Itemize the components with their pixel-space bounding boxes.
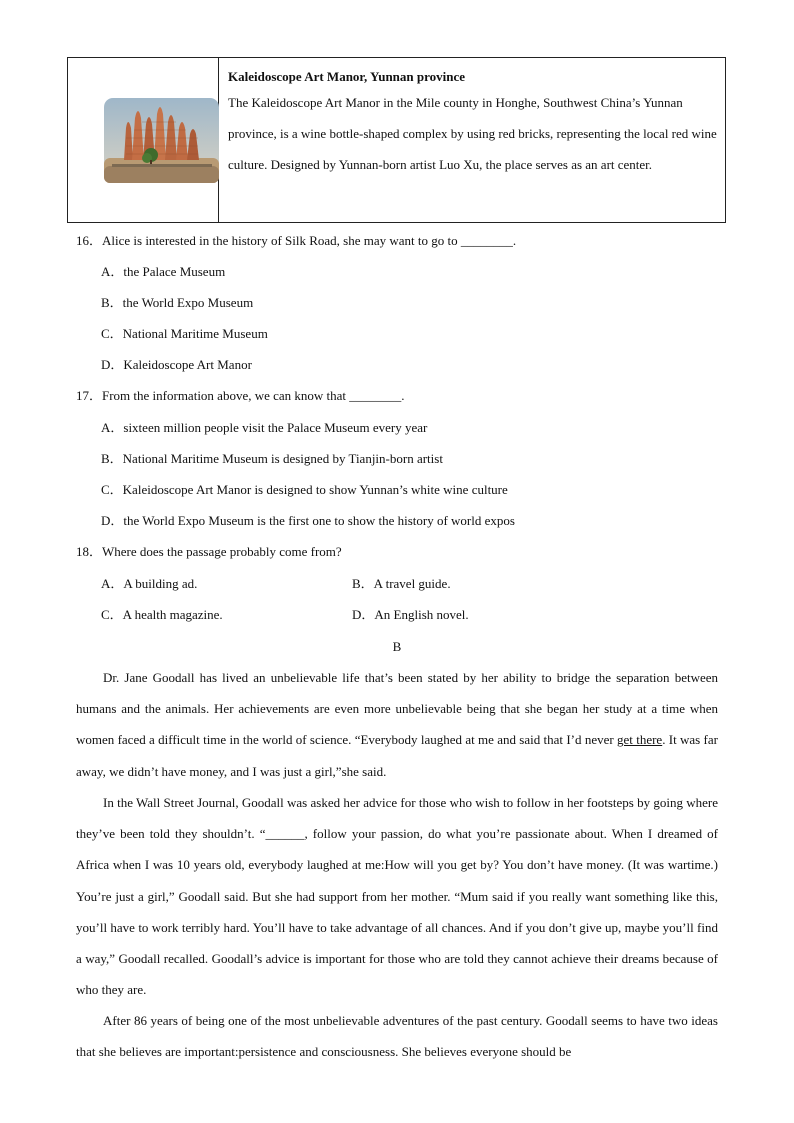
paragraph-1 xyxy=(76,662,718,787)
manor-text-cell xyxy=(219,58,725,222)
q16-option-c[interactable]: C．National Maritime Museum xyxy=(101,326,268,341)
paragraph-1-end: . It was far away, we didn’t have money, and I was just a girl,”she said. xyxy=(76,732,718,779)
paragraph-2: In the Wall Street Journal, Goodall was asked her advice for those who wish to follow in her footsteps by going where they’ve been told they shouldn’t. “______, follow your passion, do what you’re passionate about. When I dreamed of Africa when I was 10 years old, everybody laughed at me:How will you get by? You don’t have money. (It was wartime.) You’re just a girl,” Goodall said. But she had support from her mother. “Mum said if you really want something like this, you’ll have to work terribly hard. You’ll have to take advantage of all chances. And if you don’t give up, maybe you’ll find a way,” Goodall recalled. Goodall’s advice is important for those who are told they cannot achieve their dreams because of who they are. xyxy=(76,795,718,998)
underlined-phrase: get there xyxy=(617,732,663,748)
manor-photo xyxy=(104,98,219,183)
q16-option-d[interactable]: D．Kaleidoscope Art Manor xyxy=(101,357,252,372)
paragraph-1-text: Dr. Jane Goodall has lived an unbelievable life that’s been stated by her ability to bridge the separation between humans and the animals. Her achievements are even more unbelievable being that she began her study at a time when women faced a difficult time in the world of science. “Everybody laughed at me and said that I’d never xyxy=(76,670,718,748)
q17-option-b[interactable]: B．National Maritime Museum is designed by Tianjin-born artist xyxy=(101,451,443,466)
manor-title: Kaleidoscope Art Manor, Yunnan province xyxy=(228,69,466,84)
q16-option-b[interactable]: B．the World Expo Museum xyxy=(101,295,254,310)
section-b-heading: B xyxy=(392,639,402,654)
q17-option-a[interactable]: A．sixteen million people visit the Palace Museum every year xyxy=(101,420,428,435)
q17-option-d[interactable]: D．the World Expo Museum is the first one to show the history of world expos xyxy=(101,513,515,528)
q17-option-c[interactable]: C．Kaleidoscope Art Manor is designed to show Yunnan’s white wine culture xyxy=(101,482,508,497)
q18-option-b[interactable]: B．A travel guide. xyxy=(352,576,451,591)
question-17: 17．From the information above, we can know that ________. xyxy=(76,388,405,403)
q18-option-d[interactable]: D．An English novel. xyxy=(352,607,469,622)
q18-option-a[interactable]: A．A building ad. xyxy=(101,576,198,591)
manor-description: The Kaleidoscope Art Manor in the Mile county in Honghe, Southwest China’s Yunnan province, is a wine bottle-shaped complex by using red bricks, representing the local red wine culture. Designed by Yunnan-born artist Luo Xu, the place serves as an art center. xyxy=(228,95,717,172)
q16-option-a[interactable]: A．the Palace Museum xyxy=(101,264,226,279)
paragraph-3: After 86 years of being one of the most unbelievable adventures of the past century. Goodall seems to have two ideas that she believes are important:persistence and consciousness. She believes everyone should be xyxy=(76,1013,718,1060)
q18-option-c[interactable]: C．A health magazine. xyxy=(101,607,223,622)
question-18: 18．Where does the passage probably come from? xyxy=(76,544,342,559)
image-cell xyxy=(68,58,219,222)
question-16: 16．Alice is interested in the history of Silk Road, she may want to go to ________. xyxy=(76,233,517,248)
manor-info-table xyxy=(67,57,726,223)
